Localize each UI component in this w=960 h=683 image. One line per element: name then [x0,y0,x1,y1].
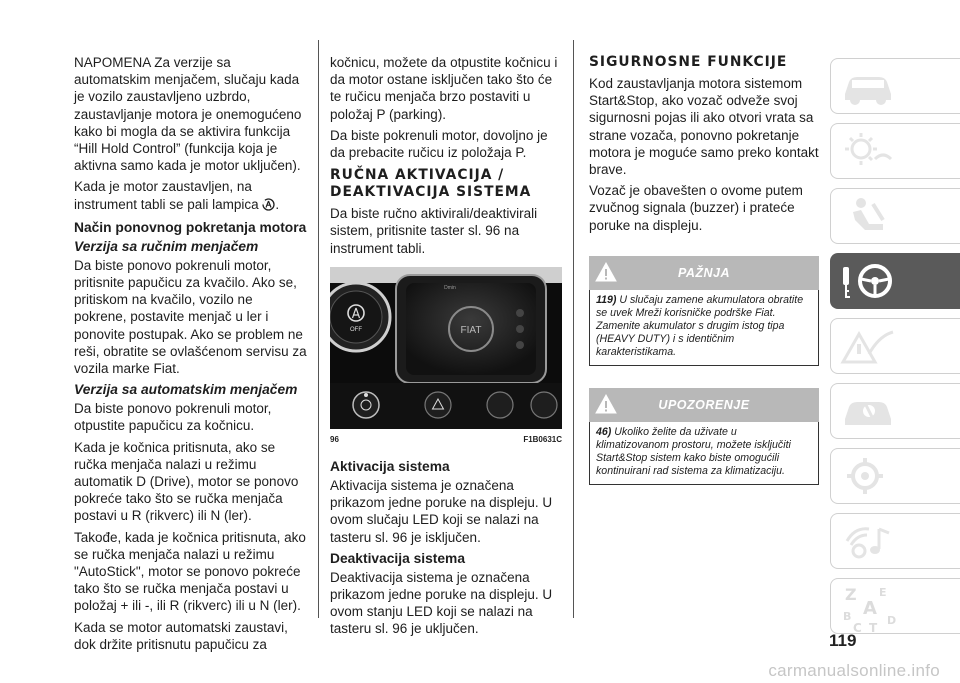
tab-emergency[interactable] [830,318,960,374]
manual-gearbox-subheading: Verzija sa ručnim menjačem [74,238,259,254]
column-divider-2 [573,40,574,618]
dashboard-illustration [330,267,562,429]
alphabetical-index-icon [839,584,919,634]
start-stop-warning-icon [262,198,275,215]
figure-code: F1B0631C [523,434,562,444]
warning-text: Ukoliko želite da uživate u klimatizovanom prostoru, možete isključiti Start&Stop sistem kako biste omogućili kontinuirani rad sistema za klimatizaciju. [596,425,791,477]
tab-warning-lights[interactable] [830,123,960,179]
display-brand-text: FIAT [460,324,482,336]
warning-lights-icon [839,129,899,173]
restart-heading: Način ponovnog pokretanja motora [74,219,307,235]
activation-paragraph: Aktivacija sistema je označena prikazom jedne poruke na displeju. U ovom slučaju LED koji se nalazi na tasteru sl. 96 je isključen. [330,478,553,545]
column-middle [330,54,562,642]
tab-index[interactable] [830,578,960,634]
technical-data-icon [839,454,899,498]
index-letter: E [879,586,887,599]
auto-paragraph-4: Kada se motor automatski zaustavi, dok držite pritisnutu papučicu za [74,619,288,652]
airbag-seat-icon [839,194,899,238]
activation-heading: Aktivacija sistema [330,459,450,475]
deactivation-paragraph: Deaktivacija sistema je označena prikazom jedne poruke na displeju. U ovom stanju LED koji se nalazi na tasteru sl. 96 je uključen. [330,569,553,637]
tab-maintenance[interactable] [830,383,960,439]
page-number: 119 [829,631,857,650]
attention-header [589,256,819,290]
restart-paragraph: Da biste pokrenuli motor, dovoljno je da prebacite ručicu iz položaja P. [330,127,548,161]
safety-paragraph-2: Vozač je obavešten o ovome putem zvučnog signala (buzzer) i prateće poruke na displeju. [589,183,803,233]
index-letter: D [887,614,897,627]
manual-activation-heading: RUČNA AKTIVACIJA / DEAKTIVACIJA SISTEMA [330,167,532,201]
safety-paragraph-1: Kod zaustavljanja motora sistemom Start&Stop, ako vozač odveže svoj sigurnosni pojas ili ako otvori vrata sa strane vozača, ponovno pokretanje motora je moguće samo preko kontakt brave. [589,76,819,178]
road-warning-icon [839,324,899,368]
indicator-text: Kada je motor zaustavljen, na instrument tabli se pali lampica [74,179,259,212]
column-right [589,54,819,485]
index-letter: B [843,610,852,623]
index-letter: T [869,621,878,634]
safety-functions-heading: SIGURNOSNE FUNKCIJE [589,54,788,70]
figure-number: 96 [330,434,339,444]
tab-starting-driving[interactable] [830,253,960,309]
key-steering-wheel-icon [839,259,899,303]
indicator-paragraph [74,178,308,214]
attention-body [589,290,819,366]
indicator-text-end: . [275,196,280,212]
maintenance-icon [839,389,899,433]
auto-paragraph-3: Takođe, kada je kočnica pritisnuta, ako se ručka menjača nalazi u režimu "AutoStick", motor se ponovo pokreće tako što se ručka menjača postavi u položaj + ili -, ili R (rikverc) ili u N (ler). [74,529,306,614]
index-letter: Z [845,585,857,604]
watermark-text: carmanualsonline.info [768,661,940,680]
attention-number: 119) [596,293,617,306]
figure-caption [330,431,562,448]
auto-paragraph-1: Da biste ponovo pokrenuli motor, otpustite papučicu za kočnicu. [74,401,272,434]
off-button-label: OFF [350,326,362,333]
tab-safety[interactable] [830,188,960,244]
tab-technical-data[interactable] [830,448,960,504]
tab-multimedia[interactable] [830,513,960,569]
warning-body [589,422,819,485]
warning-header [589,388,819,422]
multimedia-icon [839,519,899,563]
warning-title: UPOZORENJE [658,397,750,412]
chapter-tabs [830,58,960,643]
warning-number: 46) [596,425,612,438]
display-small-label: Dmin [444,284,456,291]
note-paragraph: NAPOMENA Za verzije sa automatskim menjačem, slučaju kada je vozilo zaustavljeno uzbrdo, zaustavljanje motora je onemogućeno kako bi mogla da se aktivira funkcija “Hill Hold Control” (funkcija koja je aktivna samo kada je motor uključen). [74,55,302,174]
attention-text: U slučaju zamene akumulatora obratite se uvek Mreži korisničke podrške Fiat. Zamenite akumulator s drugim istog tipa (HEAVY DUTY) i s identičnim karakteristikama. [596,293,804,358]
auto-paragraph-2: Kada je kočnica pritisnuta, ako se ručka menjača nalazi u režimu automatik D (Drive), motor se ponovo pokreće tako što se ručka menjača postavi u R (rikverc) ili N (ler). [74,439,299,524]
dashboard-figure [330,267,562,429]
deactivation-heading: Deaktivacija sistema [330,550,465,566]
manual-paragraph: Da biste ponovo pokrenuli motor, pritisnite papučicu za kvačilo. Ako se, pritiskom na kvačilo, vozilo ne pokrene, postavite menjač u ler i ponovite postupak. Ako se problem ne reši, obratite se ovlašćenom servisu za vozila marke Fiat. [74,257,307,377]
automatic-gearbox-subheading: Verzija sa automatskim menjačem [74,382,298,398]
car-icon [839,64,899,108]
index-letter: A [863,598,877,619]
attention-title: PAŽNJA [677,265,731,280]
tab-car-overview[interactable] [830,58,960,114]
index-letter: C [853,621,862,634]
brake-paragraph: kočnicu, možete da otpustite kočnicu i da motor ostane isključen tako što će te ručicu menjača brzo postaviti u položaj P (parking). [330,55,558,122]
manual-activation-paragraph: Da biste ručno aktivirali/deaktivirali sistem, pritisnite taster sl. 96 na instrument tabli. [330,206,538,256]
column-left [74,54,308,657]
column-divider-1 [318,40,319,618]
